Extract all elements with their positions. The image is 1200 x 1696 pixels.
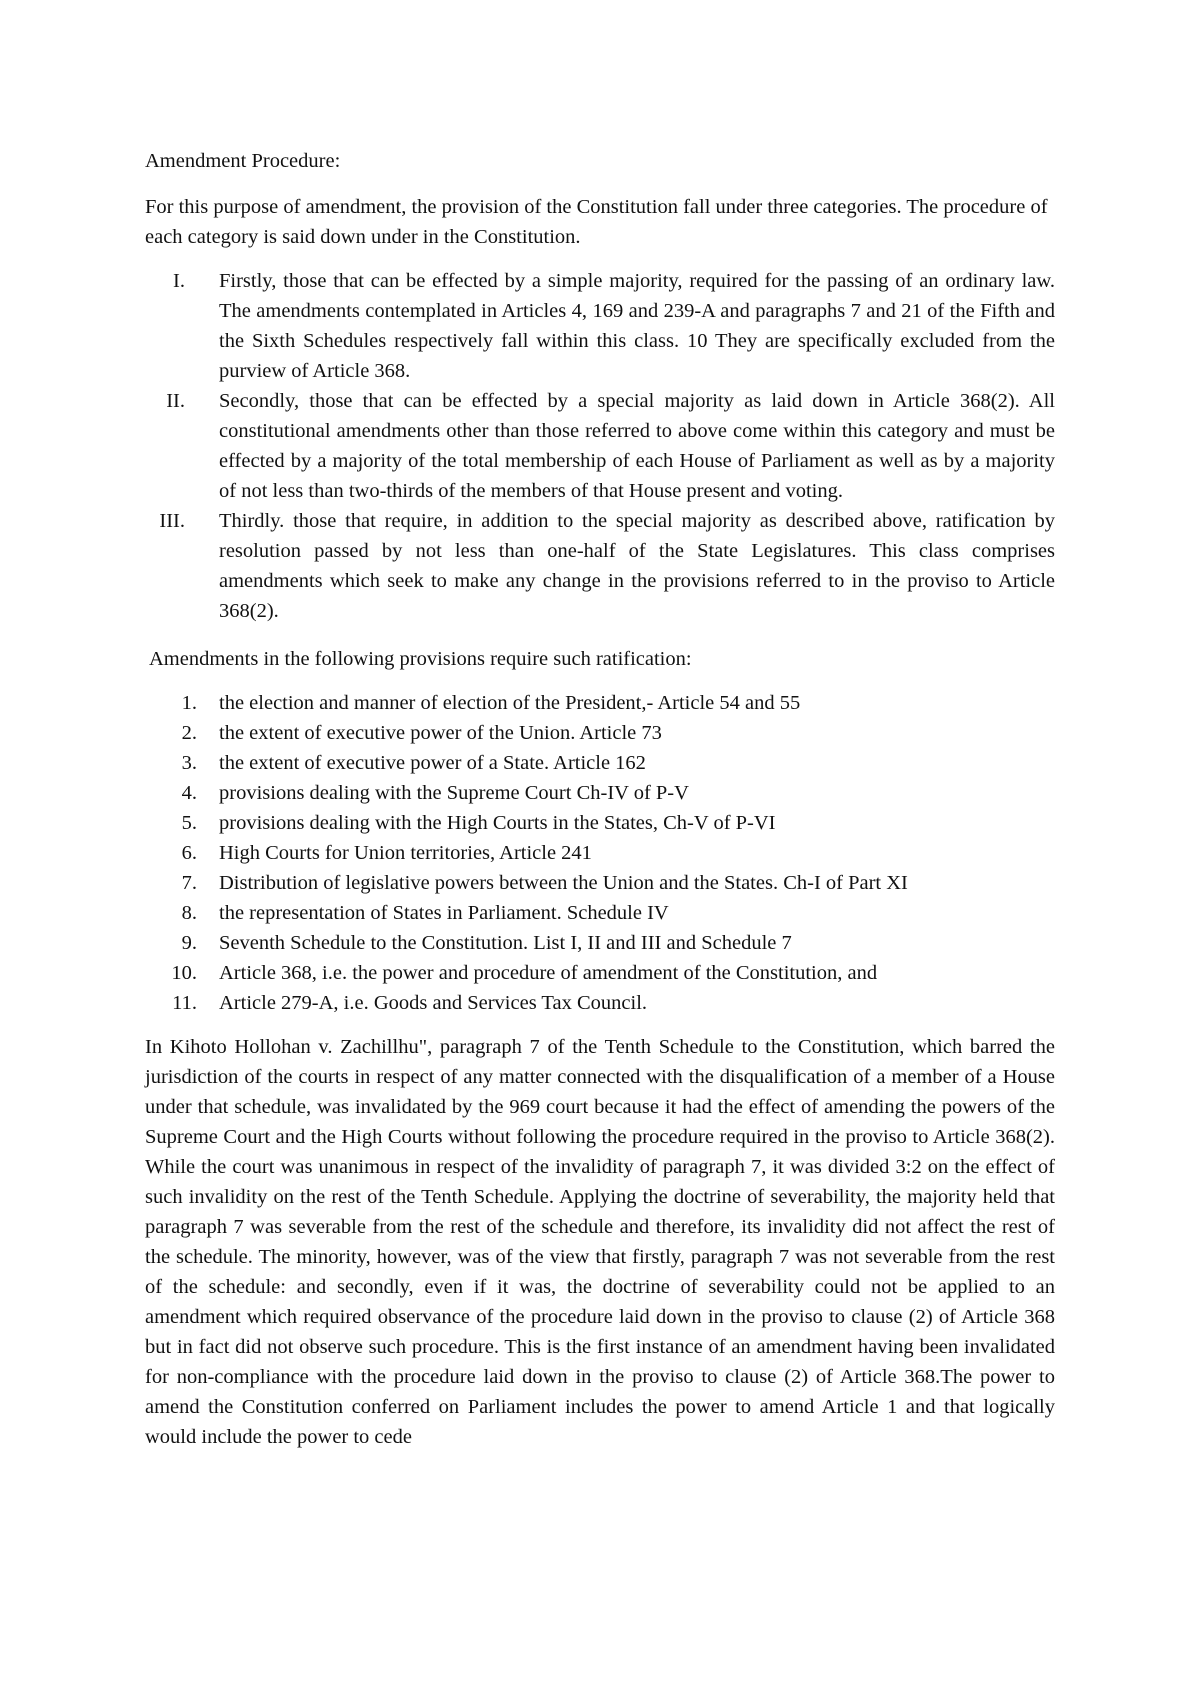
- category-item: [145, 266, 1055, 386]
- provision-text: Distribution of legislative powers between the Union and the States. Ch-I of Part XI: [219, 872, 908, 894]
- provision-text: High Courts for Union territories, Article 241: [219, 842, 592, 864]
- provision-number: 7.: [181, 872, 197, 894]
- document-page: [145, 146, 1055, 1452]
- provision-item: [145, 748, 1055, 778]
- provision-number: 3.: [181, 752, 197, 774]
- provision-item: [145, 718, 1055, 748]
- category-item: [145, 386, 1055, 506]
- category-number: I.: [173, 270, 185, 292]
- ratification-intro: Amendments in the following provisions require such ratification:: [149, 648, 692, 670]
- provision-number: 8.: [181, 902, 197, 924]
- category-number: II.: [166, 390, 185, 412]
- amendment-categories-list: [145, 266, 1055, 626]
- provision-item: [145, 688, 1055, 718]
- provision-number: 10.: [171, 962, 197, 984]
- provision-item: [145, 778, 1055, 808]
- provision-number: 4.: [181, 782, 197, 804]
- provision-item: [145, 808, 1055, 838]
- provision-number: 2.: [181, 722, 197, 744]
- provision-text: the election and manner of election of the President,- Article 54 and 55: [219, 692, 801, 714]
- intro-paragraph: For this purpose of amendment, the provision of the Constitution fall under three categories. The procedure of each category is said down under in the Constitution.: [145, 196, 1048, 248]
- category-text: Firstly, those that can be effected by a simple majority, required for the passing of an ordinary law. The amendments contemplated in Articles 4, 169 and 239-A and paragraphs 7 and 21 of the Fifth and the Sixth Schedules respectively fall within this class. 10 They are specifically excluded from the purview of Article 368.: [219, 270, 1055, 382]
- category-number: III.: [159, 510, 185, 532]
- provision-number: 5.: [181, 812, 197, 834]
- provision-item: [145, 898, 1055, 928]
- provision-text: provisions dealing with the High Courts in the States, Ch-V of P-VI: [219, 812, 776, 834]
- provision-text: the extent of executive power of a State. Article 162: [219, 752, 646, 774]
- provision-number: 6.: [181, 842, 197, 864]
- category-text: Thirdly. those that require, in addition to the special majority as described above, ratification by resolution passed by not less than one-half of the State Legislatures. This class comprises amendments which seek to make any change in the provisions referred to in the proviso to Article 368(2).: [219, 510, 1055, 622]
- ratification-provisions-list: [145, 688, 1055, 1018]
- provision-item: [145, 988, 1055, 1018]
- provision-text: provisions dealing with the Supreme Court Ch-IV of P-V: [219, 782, 689, 804]
- case-paragraph: In Kihoto Hollohan v. Zachillhu", paragraph 7 of the Tenth Schedule to the Constitution, which barred the jurisdiction of the courts in respect of any matter connected with the disqualification of a member of a House under that schedule, was invalidated by the 969 court because it had the effect of amending the powers of the Supreme Court and the High Courts without following the procedure required in the proviso to Article 368(2). While the court was unanimous in respect of the invalidity of paragraph 7, it was divided 3:2 on the effect of such invalidity on the rest of the Tenth Schedule. Applying the doctrine of severability, the majority held that paragraph 7 was severable from the rest of the schedule and therefore, its invalidity did not affect the rest of the schedule. The minority, however, was of the view that firstly, paragraph 7 was not severable from the rest of the schedule: and secondly, even if it was, the doctrine of severability could not be applied to an amendment which required observance of the procedure laid down in the proviso to clause (2) of Article 368 but in fact did not observe such procedure. This is the first instance of an amendment having been invalidated for non-compliance with the procedure laid down in the proviso to clause (2) of Article 368.The power to amend the Constitution conferred on Parliament includes the power to amend Article 1 and that logically would include the power to cede: [145, 1036, 1055, 1448]
- provision-text: Article 279-A, i.e. Goods and Services Tax Council.: [219, 992, 648, 1014]
- provision-number: 11.: [172, 992, 197, 1014]
- provision-text: Article 368, i.e. the power and procedure of amendment of the Constitution, and: [219, 962, 878, 984]
- provision-item: [145, 868, 1055, 898]
- section-heading: Amendment Procedure:: [145, 150, 341, 172]
- category-item: [145, 506, 1055, 626]
- provision-text: the extent of executive power of the Union. Article 73: [219, 722, 662, 744]
- provision-item: [145, 928, 1055, 958]
- provision-text: the representation of States in Parliament. Schedule IV: [219, 902, 669, 924]
- provision-item: [145, 838, 1055, 868]
- provision-item: [145, 958, 1055, 988]
- provision-number: 9.: [181, 932, 197, 954]
- provision-text: Seventh Schedule to the Constitution. List I, II and III and Schedule 7: [219, 932, 792, 954]
- provision-number: 1.: [181, 692, 197, 714]
- category-text: Secondly, those that can be effected by a special majority as laid down in Article 368(2). All constitutional amendments other than those referred to above come within this category and must be effected by a majority of the total membership of each House of Parliament as well as by a majority of not less than two-thirds of the members of that House present and voting.: [219, 390, 1055, 502]
